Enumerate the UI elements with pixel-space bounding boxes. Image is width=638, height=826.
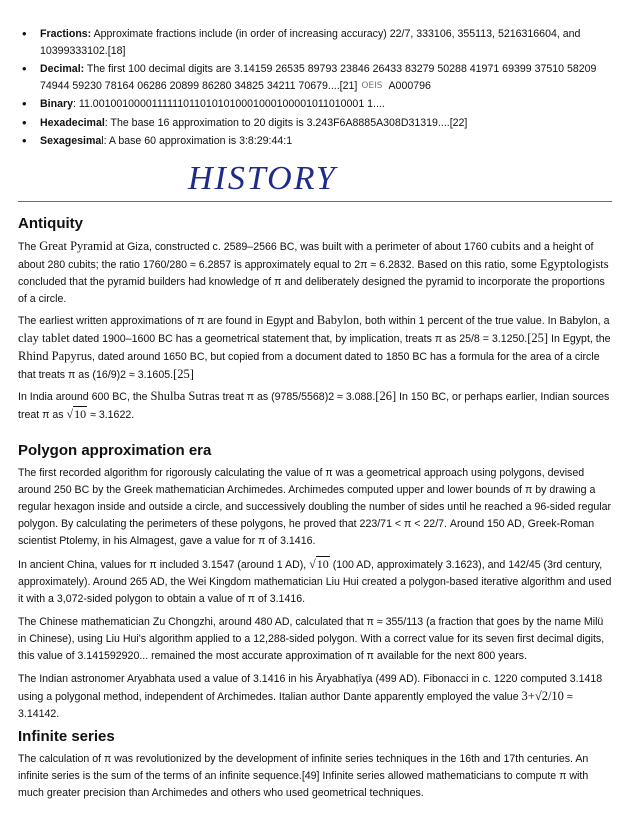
item-label: Binary: [40, 98, 73, 110]
citation-link[interactable]: [26]: [375, 389, 397, 403]
cubits-link[interactable]: cubits: [490, 239, 521, 253]
list-item: [20, 133, 620, 150]
sqrt-10-formula: √10: [309, 557, 329, 571]
number-representations-list: [20, 26, 620, 152]
oeis-icon[interactable]: OEIS: [361, 80, 383, 91]
shulba-sutras-link[interactable]: Shulba Sutras: [150, 389, 220, 403]
item-text: The first 100 decimal digits are 3.14159 26535 89793 23846 26433 83279 50288 41971 69399 37510 58209 74944 59230 78164 06286 20899 86280 34825 34211 70679....[21]: [40, 63, 597, 92]
list-item: [20, 61, 620, 94]
babylon-link[interactable]: Babylon: [316, 313, 360, 327]
antiquity-paragraph-3: In India around 600 BC, the Shulba Sutras treat π as (9785/5568)2 ≈ 3.088.[26] In 150 BC, or perhaps earlier, Indian sources treat π as √10 ≈ 3.1622.: [18, 389, 610, 421]
great-pyramid-link[interactable]: Great Pyramid: [39, 239, 113, 253]
clay-tablet-link[interactable]: clay tablet: [18, 331, 70, 345]
dante-formula: 3+√2/10: [521, 689, 564, 703]
list-item: [20, 26, 620, 59]
main-content: [18, 214, 612, 806]
antiquity-heading: Antiquity: [18, 215, 83, 232]
title-divider: [18, 201, 612, 202]
list-item: [20, 96, 620, 113]
polygon-heading: Polygon approximation era: [18, 442, 212, 459]
citation-link[interactable]: [25]: [527, 331, 549, 345]
polygon-paragraph-1: The first recorded algorithm for rigorously calculating the value of π was a geometrical approach using polygons, devised around 250 BC by the Greek mathematician Archimedes. Archimedes computed upper and lower bounds of π by drawing a regular hexagon inside and outside a circle, and successively doubling the number of sides until he reached a 96-sided regular polygon. By calculating the perimeters of these polygons, he proved that 223/71 < π < 22/7. Around 150 AD, Greek-Roman scientist Ptolemy, in his Almagest, gave a value for π of 3.1416.: [18, 467, 612, 547]
infinite-series-heading: Infinite series: [18, 728, 115, 745]
polygon-paragraph-3: The Chinese mathematician Zu Chongzhi, around 480 AD, calculated that π ≈ 355/113 (a fraction that goes by the name Milü in Chinese), using Liu Hui's algorithm applied to a 12,288-sided polygon. With a correct value for its seven first decimal digits, this value of 3.141592920... remained the most accurate approximation of π available for the next 800 years.: [18, 616, 605, 662]
item-text: : The base 16 approximation to 20 digits is 3.243F6A8885A308D31319....[22]: [104, 116, 468, 129]
polygon-paragraph-4: The Indian astronomer Aryabhata used a value of 3.1416 in his Āryabhaṭīya (499 AD). Fibonacci in c. 1220 computed 3.1418 using a polygonal method, independent of Archimedes. Italian author Dante apparently employed the value 3+√2/10 ≈ 3.14142.: [18, 673, 603, 720]
egyptologists-link[interactable]: Egyptologists: [539, 257, 609, 271]
item-text: l: A base 60 approximation is 3:8:29:44:1: [101, 135, 293, 147]
antiquity-paragraph-1: The Great Pyramid at Giza, constructed c. 2589–2566 BC, was built with a perimeter of about 1760 cubits and a height of about 280 cubits; the ratio 1760/280 ≈ 6.2857 is approximately equal to 2π ≈ 6.2832. Based on this ratio, some Egyptologists concluded that the pyramid builders had knowledge of π and deliberately designed the pyramid to incorporate the proportions of a circle.: [18, 239, 609, 305]
item-text: Approximate fractions include (in order of increasing accuracy) 22/7, 333106, 355113, 5216316604, and 10399333102.[18]: [40, 28, 581, 57]
citation-link[interactable]: [25]: [173, 367, 194, 381]
item-text: : 11.00100100001111110110101010001000100001011010001 1....: [72, 98, 385, 110]
sqrt-10-formula: √10: [66, 407, 87, 421]
rhind-papyrus-link[interactable]: Rhind Papyrus: [18, 349, 92, 363]
item-label: Hexadecimal: [40, 116, 105, 129]
antiquity-paragraph-2: The earliest written approximations of π are found in Egypt and Babylon, both within 1 percent of the true value. In Babylon, a clay tablet dated 1900–1600 BC has a geometrical statement that, by implication, treats π as 25/8 = 3.1250.[25] In Egypt, the Rhind Papyrus, dated around 1650 BC, but copied from a document dated to 1850 BC has a formula for the area of a circle that treats π as (16/9)2 ≈ 3.1605.[25]: [18, 313, 611, 381]
history-title: HISTORY: [188, 160, 337, 197]
item-label: Fractions:: [40, 28, 92, 40]
item-label: Decimal:: [40, 63, 85, 75]
infinite-series-paragraph: The calculation of π was revolutionized by the development of infinite series techniques in the 16th and 17th centuries. An infinite series is the sum of the terms of an infinite sequence.[49] Infinite series allowed mathematicians to compute π with much greater precision than Archimedes and others who used geometrical techniques.: [18, 753, 589, 799]
polygon-paragraph-2: In ancient China, values for π included 3.1547 (around 1 AD), √10 (100 AD, approximately 3.1623), and 142/45 (3rd century, approximately). Around 265 AD, the Wei Kingdom mathematician Liu Hui created a polygon-based iterative algorithm and used it with a 3,072-sided polygon to obtain a value of π of 3.1416.: [18, 557, 612, 605]
item-label: Sexagesima: [40, 135, 102, 147]
oeis-link[interactable]: A000796: [388, 79, 431, 92]
list-item: [20, 115, 620, 132]
